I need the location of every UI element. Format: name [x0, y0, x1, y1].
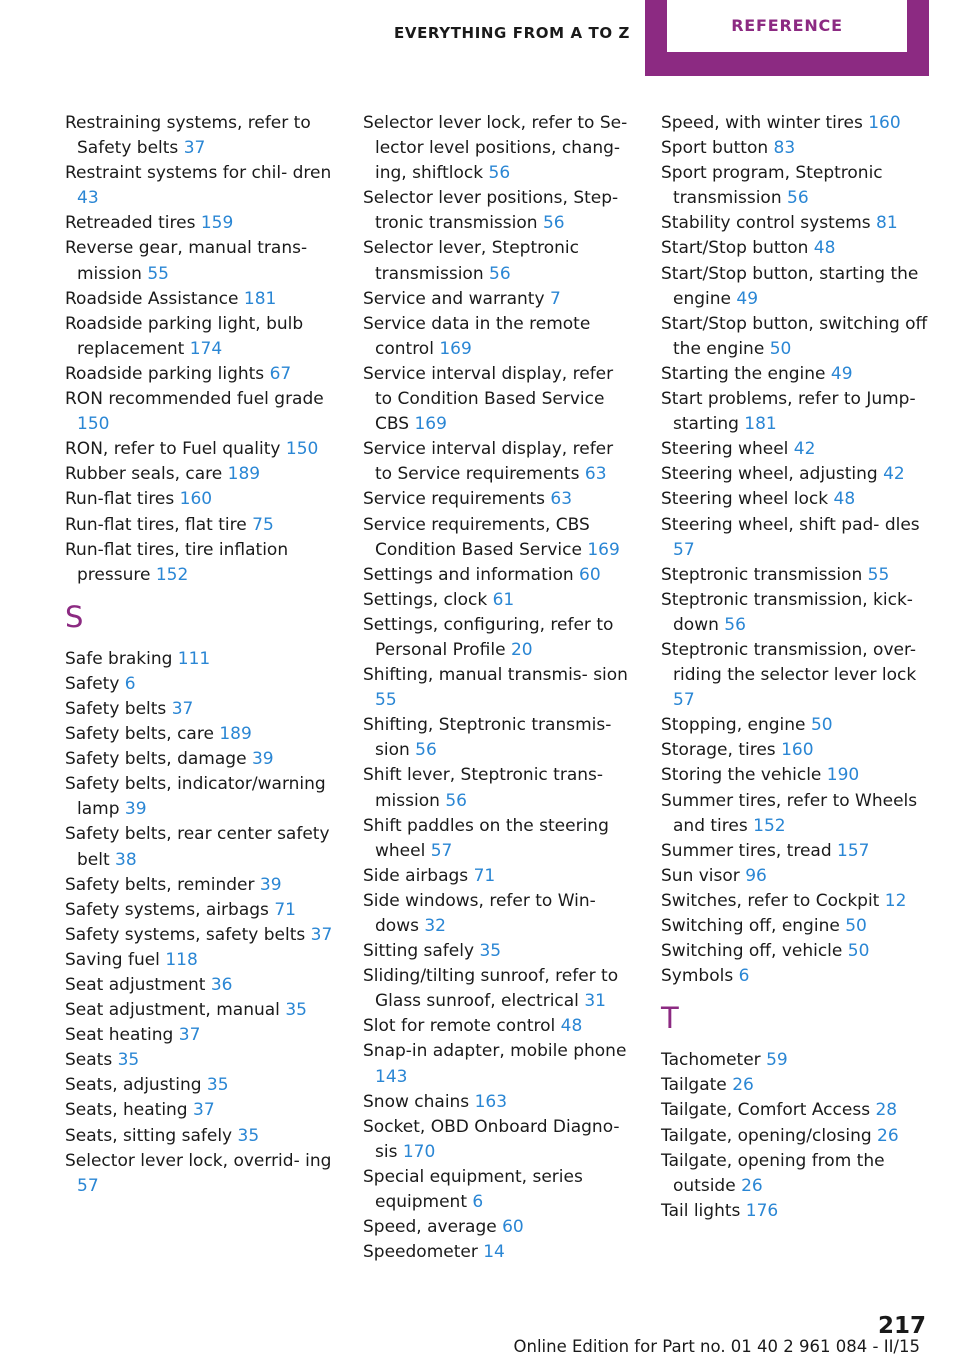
index-entry [65, 1048, 337, 1073]
index-entry [661, 1048, 933, 1073]
index-entry-text: Speed, average [363, 1217, 497, 1238]
index-page-link[interactable]: 118 [165, 949, 198, 970]
index-page-link[interactable]: 150 [285, 439, 319, 460]
index-entry [661, 136, 933, 161]
index-entry-text: Steering wheel lock [661, 489, 829, 510]
index-page-link[interactable]: 48 [813, 238, 836, 259]
index-entry-text: Safety systems, airbags [65, 899, 269, 920]
index-entry [661, 964, 933, 989]
index-page-link[interactable]: 63 [584, 464, 607, 485]
index-entry [661, 262, 933, 312]
index-entry [363, 111, 635, 186]
index-page-link[interactable]: 57 [673, 539, 695, 560]
index-entry [65, 1149, 337, 1199]
index-page-link[interactable]: 6 [738, 966, 750, 987]
index-page-link[interactable]: 6 [124, 673, 136, 694]
index-letter-heading: T [661, 1001, 679, 1036]
index-entry-text: Side windows, refer to Win- dows [363, 890, 596, 936]
index-page-link[interactable]: 170 [402, 1141, 436, 1162]
index-page-link[interactable]: 160 [781, 740, 814, 761]
index-entry [661, 437, 933, 462]
index-entry [65, 462, 337, 487]
index-page-link[interactable]: 176 [745, 1200, 779, 1221]
index-page-link[interactable]: 37 [310, 924, 333, 945]
index-entry [65, 387, 337, 437]
section-title: EVERYTHING FROM A TO Z [394, 24, 630, 42]
index-entry [65, 873, 337, 898]
index-page-link[interactable]: 39 [251, 749, 274, 770]
index-page-link[interactable]: 71 [274, 899, 296, 920]
index-page-link[interactable]: 169 [439, 338, 472, 359]
index-entry [65, 1098, 337, 1123]
index-entry [661, 1124, 933, 1149]
index-page-link[interactable]: 20 [510, 639, 533, 660]
index-entry-text: Switching off, vehicle [661, 941, 843, 962]
index-entry [661, 839, 933, 864]
index-page-link[interactable]: 36 [210, 975, 233, 995]
index-entry [65, 923, 337, 948]
index-page-link[interactable]: 49 [736, 288, 759, 309]
index-entry [65, 747, 337, 772]
index-page-link[interactable]: 169 [587, 539, 620, 560]
index-page-link[interactable]: 157 [837, 840, 870, 861]
index-entry [661, 111, 933, 136]
index-page-link[interactable]: 57 [430, 840, 453, 861]
index-entry-text: Safety [65, 673, 120, 694]
index-entry-text: Stability control systems [661, 213, 871, 234]
index-entry [363, 613, 635, 663]
index-entry-text: Settings and information [363, 564, 574, 585]
index-entry-text: Restraining systems, refer to Safety belts [65, 113, 311, 159]
index-entry [363, 1014, 635, 1039]
index-entry [363, 1240, 635, 1265]
index-entry [661, 1073, 933, 1098]
index-entry-text: Safety systems, safety belts [65, 924, 306, 945]
index-page-link[interactable]: 152 [753, 815, 786, 836]
index-entry [363, 663, 635, 713]
index-page-link[interactable]: 63 [550, 489, 573, 510]
index-entry-text: Side airbags [363, 865, 469, 886]
index-entry-text: Tailgate, opening from the outside [661, 1150, 885, 1196]
index-entry [661, 1149, 933, 1199]
index-entry-text: Seats, adjusting [65, 1075, 202, 1096]
index-entry [65, 236, 337, 286]
index-entry [363, 312, 635, 362]
index-entry [65, 287, 337, 312]
index-page-link[interactable]: 189 [219, 724, 252, 745]
index-entry [661, 738, 933, 763]
index-entry [363, 1090, 635, 1115]
index-entry [363, 186, 635, 236]
index-page-link[interactable]: 39 [259, 874, 282, 895]
index-entry [661, 889, 933, 914]
index-page-link[interactable]: 12 [884, 890, 907, 911]
index-entry [363, 513, 635, 563]
index-entry-text: Restraint systems for chil- dren [65, 163, 332, 184]
index-page-link[interactable]: 57 [673, 690, 695, 711]
index-entry [661, 161, 933, 211]
index-page-link[interactable]: 150 [77, 414, 110, 435]
index-entry [661, 462, 933, 487]
index-entry [661, 563, 933, 588]
index-page-link[interactable]: 26 [877, 1125, 899, 1146]
index-page-link[interactable]: 37 [171, 698, 194, 719]
index-entry [661, 487, 933, 512]
index-page-link[interactable]: 169 [414, 414, 447, 435]
index-entry-text: Socket, OBD Onboard Diagno- sis [363, 1116, 620, 1162]
index-entry-text: Stopping, engine [661, 715, 806, 736]
index-entry-text: Safety belts, rear center safety belt [65, 824, 330, 870]
index-page-link[interactable]: 60 [502, 1217, 524, 1238]
index-entry-text: Seats, heating [65, 1100, 188, 1121]
index-entry-text: Storage, tires [661, 740, 776, 761]
index-page-link[interactable]: 26 [732, 1075, 754, 1096]
index-entry [65, 362, 337, 387]
index-entry-text: Run-flat tires [65, 489, 175, 510]
index-entry [661, 236, 933, 261]
index-page-link[interactable]: 50 [769, 338, 792, 359]
index-entry-text: Snap-in adapter, mobile phone [363, 1041, 627, 1062]
index-entry-text: Service requirements [363, 489, 545, 510]
index-entry [363, 1165, 635, 1215]
index-entry [65, 1124, 337, 1149]
index-entry [363, 588, 635, 613]
index-entry-text: Switches, refer to Cockpit [661, 890, 880, 911]
index-page-link[interactable]: 35 [237, 1125, 260, 1146]
index-entry-text: Starting the engine [661, 363, 826, 384]
index-page-link[interactable]: 181 [744, 414, 777, 435]
index-entry-text: Roadside Assistance [65, 288, 239, 309]
index-entry-text: Tailgate [661, 1075, 727, 1096]
index-entry [661, 211, 933, 236]
index-entry-text: Switching off, engine [661, 916, 840, 936]
index-entry [65, 647, 337, 672]
index-page-link[interactable]: 71 [473, 865, 496, 886]
index-page-link[interactable]: 37 [193, 1100, 215, 1121]
index-page-link[interactable]: 37 [178, 1025, 201, 1046]
index-entry-text: Service data in the remote control [363, 313, 591, 359]
index-entry-text: Storing the vehicle [661, 765, 822, 786]
index-entry [661, 789, 933, 839]
index-page-link[interactable]: 55 [147, 263, 169, 284]
index-entry-text: Roadside parking light, bulb replacement [65, 313, 304, 359]
index-entry-text: Speedometer [363, 1242, 478, 1263]
index-entry-text: Steering wheel [661, 439, 789, 460]
index-entry-text: Symbols [661, 966, 734, 987]
index-entry-text: Safety belts, indicator/warning lamp [65, 774, 326, 820]
index-entry [363, 814, 635, 864]
index-page-link[interactable]: 160 [868, 113, 901, 133]
index-entry [661, 513, 933, 563]
index-page-link[interactable]: 50 [810, 715, 833, 736]
index-page-link[interactable]: 35 [117, 1050, 140, 1071]
index-entry [363, 1039, 635, 1089]
index-entry-text: Speed, with winter tires [661, 113, 863, 133]
index-entry-text: Start problems, refer to Jump- starting [661, 389, 916, 435]
index-page-link[interactable]: 48 [560, 1016, 583, 1037]
index-page-link[interactable]: 152 [155, 564, 189, 585]
index-page-link[interactable]: 56 [415, 740, 437, 761]
reference-tab [645, 0, 929, 76]
index-entry-text: Tachometer [661, 1050, 761, 1071]
index-entry-text: Steptronic transmission [661, 564, 863, 585]
index-entry [363, 889, 635, 939]
index-page-link[interactable]: 39 [124, 799, 147, 820]
index-entry-text: Selector lever lock, refer to Se- lector level positions, chang- ing, shiftlock [363, 113, 628, 184]
index-entry-text: Tailgate, Comfort Access [661, 1100, 871, 1121]
index-page-link[interactable]: 50 [847, 941, 870, 962]
index-entry-text: Special equipment, series equipment [363, 1166, 583, 1213]
index-letter-heading: S [65, 599, 84, 634]
index-entry-text: Selector lever lock, overrid- ing [65, 1150, 332, 1171]
index-page-link[interactable]: 83 [773, 138, 796, 159]
index-page-link[interactable]: 81 [876, 213, 898, 234]
index-entry [661, 1199, 933, 1224]
index-entry-text: Retreaded tires [65, 213, 196, 234]
reference-tab-label: REFERENCE [667, 0, 907, 52]
index-entry [65, 538, 337, 588]
index-entry-text: Settings, clock [363, 589, 488, 610]
index-page-link[interactable]: 56 [787, 188, 809, 209]
index-entry-text: Steptronic transmission, kick- down [661, 589, 913, 635]
index-page-link[interactable]: 56 [488, 163, 511, 184]
index-entry-text: Saving fuel [65, 949, 160, 970]
index-entry-text: Steering wheel, shift pad- dles [661, 514, 920, 535]
index-entry-text: Start/Stop button [661, 238, 809, 259]
index-entry [363, 362, 635, 437]
index-entry [65, 161, 337, 211]
page-number: 217 [877, 1313, 926, 1339]
index-entry [65, 1073, 337, 1098]
index-entry-text: Service interval display, refer to Condition Based Service CBS [363, 363, 614, 435]
index-entry-text: Tailgate, opening/closing [661, 1125, 872, 1146]
index-entry [363, 939, 635, 964]
index-page-link[interactable]: 160 [179, 489, 213, 510]
index-entry-text: Seat heating [65, 1025, 174, 1046]
index-page-link[interactable]: 159 [200, 213, 234, 234]
index-column-1 [65, 111, 337, 1199]
index-entry-text: Selector lever, Steptronic transmission [363, 238, 579, 284]
index-page-link[interactable]: 14 [483, 1242, 505, 1263]
index-entry-text: Run-flat tires, flat tire [65, 514, 247, 535]
index-column-2 [363, 111, 635, 1265]
index-entry-text: Sitting safely [363, 941, 475, 962]
index-entry-text: Safety belts [65, 698, 167, 719]
index-page-link[interactable]: 56 [724, 614, 746, 635]
index-entry [661, 1098, 933, 1123]
index-entry-text: Safety belts, reminder [65, 874, 255, 895]
index-page-link[interactable]: 56 [542, 213, 565, 234]
index-entry [363, 964, 635, 1014]
index-entry-text: Sport program, Steptronic transmission [661, 163, 883, 209]
index-page-link[interactable]: 143 [375, 1066, 408, 1087]
index-page-link[interactable]: 181 [243, 288, 277, 309]
index-page-link[interactable]: 56 [445, 790, 467, 811]
index-page-link[interactable]: 32 [424, 916, 446, 936]
index-page-link[interactable]: 26 [741, 1175, 763, 1196]
index-entry-text: Seats, sitting safely [65, 1125, 233, 1146]
index-entry-text: Sliding/tilting sunroof, refer to Glass sunroof, electrical [363, 966, 619, 1012]
index-page-link[interactable]: 42 [793, 439, 816, 460]
index-entry-text: Seat adjustment, manual [65, 1000, 280, 1021]
index-column-3 [661, 111, 933, 1224]
index-entry-text: Run-flat tires, tire inflation pressure [65, 539, 289, 585]
index-page-link[interactable]: 56 [489, 263, 511, 284]
index-entry [363, 563, 635, 588]
index-entry [65, 312, 337, 362]
index-entry [65, 898, 337, 923]
index-entry-text: Sun visor [661, 865, 740, 886]
index-entry-text: Seats [65, 1050, 113, 1071]
index-entry [661, 312, 933, 362]
index-entry-text: Summer tires, refer to Wheels and tires [661, 790, 918, 836]
index-entry-text: RON, refer to Fuel quality [65, 439, 281, 460]
index-page-link[interactable]: 6 [472, 1192, 484, 1213]
index-entry-text: Summer tires, tread [661, 840, 832, 861]
index-page-link[interactable]: 55 [375, 690, 397, 711]
index-page-link[interactable]: 49 [830, 363, 853, 384]
index-page-link[interactable]: 42 [883, 464, 905, 485]
index-entry-text: Reverse gear, manual trans- mission [65, 238, 308, 284]
index-entry [363, 1115, 635, 1165]
index-page-link[interactable]: 31 [584, 991, 606, 1012]
index-page-link[interactable]: 7 [549, 288, 561, 309]
index-entry [661, 763, 933, 788]
index-entry-text: Rubber seals, care [65, 464, 223, 485]
index-entry-text: Safety belts, damage [65, 749, 247, 770]
index-page-link[interactable]: 35 [206, 1075, 229, 1096]
index-entry-text: Seat adjustment [65, 975, 206, 995]
index-entry [363, 236, 635, 286]
index-entry-text: Safe braking [65, 648, 173, 669]
index-entry [65, 973, 337, 998]
index-entry-text: Slot for remote control [363, 1016, 556, 1037]
index-page-link[interactable]: 163 [474, 1091, 508, 1112]
index-page-link[interactable]: 60 [579, 564, 601, 585]
index-page-link[interactable]: 67 [269, 363, 292, 384]
index-entry-text: Shift lever, Steptronic trans- mission [363, 765, 604, 811]
index-entry [363, 763, 635, 813]
index-entry [661, 362, 933, 387]
index-entry [65, 697, 337, 722]
index-entry [65, 487, 337, 512]
index-entry [65, 211, 337, 236]
index-entry [363, 1215, 635, 1240]
index-entry [65, 672, 337, 697]
index-page-link[interactable]: 57 [77, 1175, 99, 1196]
index-page-link[interactable]: 50 [845, 916, 867, 936]
index-entry-text: Roadside parking lights [65, 363, 265, 384]
index-entry [65, 722, 337, 747]
index-entry-text: Service and warranty [363, 288, 545, 309]
index-page-link[interactable]: 37 [183, 138, 206, 159]
index-entry [65, 513, 337, 538]
index-entry [661, 914, 933, 939]
index-entry [363, 487, 635, 512]
index-entry [65, 772, 337, 822]
index-entry-text: Start/Stop button, switching off the engine [661, 313, 928, 359]
index-page-link[interactable]: 35 [285, 1000, 307, 1021]
index-entry-text: Selector lever positions, Step- tronic transmission [363, 188, 619, 234]
index-entry-text: Start/Stop button, starting the engine [661, 263, 919, 309]
index-entry-text: Snow chains [363, 1091, 470, 1112]
index-entry-text: Sport button [661, 138, 769, 159]
index-entry [65, 437, 337, 462]
index-entry [661, 638, 933, 713]
index-page-link[interactable]: 48 [833, 489, 856, 510]
index-entry-text: Service interval display, refer to Service requirements [363, 439, 614, 485]
index-page-link[interactable]: 111 [177, 648, 211, 669]
index-entry [363, 864, 635, 889]
index-page-link[interactable]: 75 [252, 514, 274, 535]
edition-note: Online Edition for Part no. 01 40 2 961 084 - II/15 [513, 1337, 920, 1356]
index-page-link[interactable]: 38 [115, 849, 137, 870]
index-entry [363, 713, 635, 763]
index-entry-text: Shift paddles on the steering wheel [363, 815, 609, 861]
index-entry-text: Settings, configuring, refer to Personal Profile [363, 614, 614, 660]
index-entry [65, 948, 337, 973]
index-entry [65, 822, 337, 872]
index-entry-text: Steptronic transmission, over- riding the selector lever lock [661, 639, 917, 686]
index-page-link[interactable]: 35 [479, 941, 502, 962]
index-page-link[interactable]: 174 [189, 338, 223, 359]
index-entry [661, 939, 933, 964]
index-entry-text: Shifting, manual transmis- sion [363, 665, 628, 686]
index-entry [661, 713, 933, 738]
index-entry [661, 588, 933, 638]
index-entry-text: Service requirements, CBS Condition Based Service [363, 514, 590, 560]
index-entry [661, 387, 933, 437]
index-page-link[interactable]: 55 [867, 564, 890, 585]
index-entry-text: Steering wheel, adjusting [661, 464, 878, 485]
index-entry-text: Tail lights [661, 1200, 741, 1221]
index-entry-text: RON recommended fuel grade [65, 389, 324, 410]
index-page-link[interactable]: 189 [227, 464, 261, 485]
index-page-link[interactable]: 59 [766, 1050, 788, 1071]
index-entry [65, 1023, 337, 1048]
index-entry [65, 111, 337, 161]
index-entry [661, 864, 933, 889]
index-page-link[interactable]: 61 [492, 589, 515, 610]
index-entry-text: Safety belts, care [65, 724, 214, 745]
index-page-link[interactable]: 28 [875, 1100, 898, 1121]
index-page-link[interactable]: 190 [826, 765, 860, 786]
index-page-link[interactable]: 96 [745, 865, 767, 886]
index-entry-text: Shifting, Steptronic transmis- sion [363, 715, 612, 761]
index-entry [363, 287, 635, 312]
index-entry [65, 998, 337, 1023]
index-page-link[interactable]: 43 [77, 188, 99, 209]
index-entry [363, 437, 635, 487]
